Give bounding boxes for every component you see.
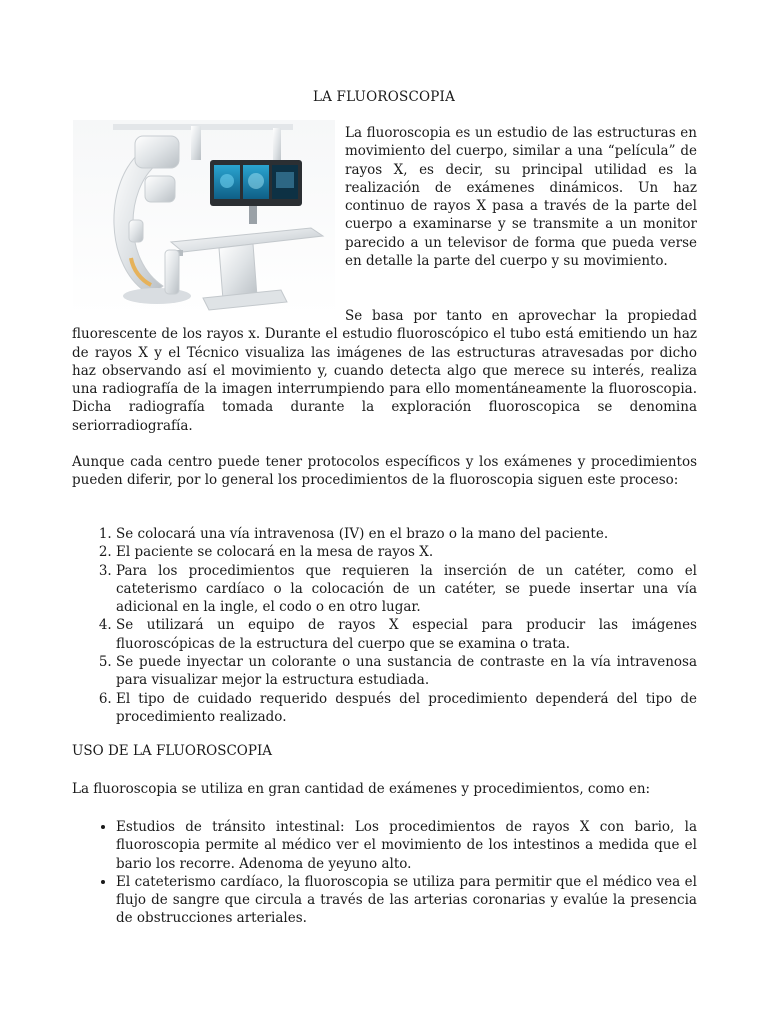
list-item: 2. El paciente se colocará en la mesa de rayos X. xyxy=(116,543,697,561)
paragraph-property-description: Se basa por tanto en aprovechar la propiedad fluorescente de los rayos x. Durante el estudio fluoroscópico el tubo está emitiendo un haz de rayos X y el Técnico visualiza las imágenes de las estructuras atravesadas por dicho haz observando así el movimiento y, cuando detecta algo que merece su interés, realiza una radiografía de la imagen interrumpiendo para ello momentáneamente la fluoroscopia. Dicha radiografía tomada durante la exploración fluoroscopica se denomina seriorradiografía. xyxy=(72,308,697,434)
list-item: • El cateterismo cardíaco, la fluoroscopia se utiliza para permitir que el médico vea el flujo de sangre que circula a través de las arterias coronarias y evalúe la presencia de obstrucciones arteriales. xyxy=(116,873,697,928)
section-heading: USO DE LA FLUOROSCOPIA xyxy=(72,743,273,759)
fluoroscopy-machine-photo xyxy=(73,120,335,316)
list-item: 1. Se colocará una vía intravenosa (IV) en el brazo o la mano del paciente. xyxy=(116,525,697,543)
list-item: 5. Se puede inyectar un colorante o una sustancia de contraste en la vía intravenosa para visualizar mejor la estructura estudiada. xyxy=(116,653,697,690)
intro-paragraph: La fluoroscopia es un estudio de las estructuras en movimiento del cuerpo, similar a una “película” de rayos X, es decir, su principal utilidad es la realización de exámenes dinámicos. Un haz continuo de rayos X pasa a través de la parte del cuerpo a examinarse y se transmite a un monitor parecido a un televisor de forma que pueda verse en detalle la parte del cuerpo y su movimiento. xyxy=(345,125,697,270)
list-item: 4. Se utilizará un equipo de rayos X especial para producir las imágenes fluoroscópicas de la estructura del cuerpo que se examina o trata. xyxy=(116,616,697,653)
page-title: LA FLUOROSCOPIA xyxy=(312,89,456,105)
fluoroscopy-machine-illustration xyxy=(73,120,335,316)
list-item: 3. Para los procedimientos que requieren la inserción de un catéter, como el cateterismo cardíaco o la colocación de un catéter, se puede insertar una vía adicional en la ingle, el codo o en otro lugar. xyxy=(116,562,697,617)
uses-list xyxy=(72,818,697,928)
paragraph-procedures-intro: Aunque cada centro puede tener protocolos específicos y los exámenes y procedimientos pueden diferir, por lo general los procedimientos de la fluoroscopia siguen este proceso: xyxy=(72,454,697,489)
list-item: 6. El tipo de cuidado requerido después del procedimiento dependerá del tipo de procedimiento realizado. xyxy=(116,690,697,727)
procedure-steps-list xyxy=(72,525,697,726)
paragraph-uses-intro: La fluoroscopia se utiliza en gran cantidad de exámenes y procedimientos, como en: xyxy=(72,781,651,797)
list-item: • Estudios de tránsito intestinal: Los procedimientos de rayos X con bario, la fluoroscopia permite al médico ver el movimiento de los intestinos a medida que el bario los recorre. Adenoma de yeyuno alto. xyxy=(116,818,697,873)
